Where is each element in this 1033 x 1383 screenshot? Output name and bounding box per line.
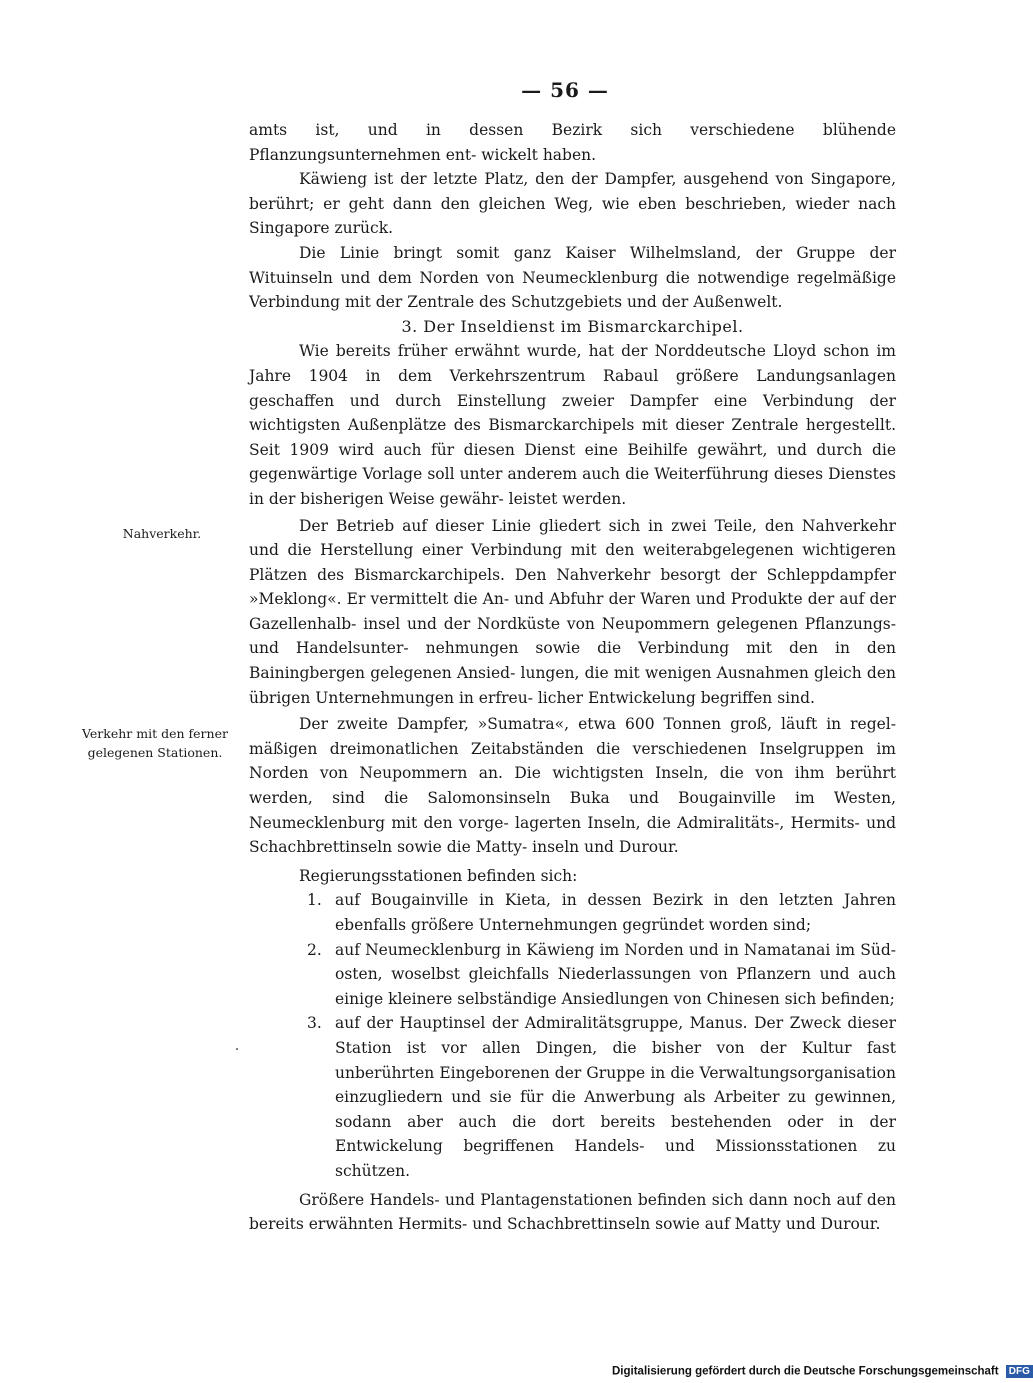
- list-item: [307, 888, 896, 937]
- list-item: [307, 938, 896, 1012]
- footer-credit: [612, 1365, 1030, 1379]
- list-number: 3.: [307, 1014, 322, 1033]
- paragraph: Die Linie bringt somit ganz Kaiser Wilhelmsland, der Gruppe der Wituinseln und dem Norden von Neumecklenburg die notwendige regelmäßige Verbindung mit der Zentrale des Schutzgebiets und der Außenwelt.: [249, 243, 896, 312]
- dfg-logo: DFG: [1006, 1365, 1033, 1378]
- margin-note-line: gelegenen Stationen.: [87, 745, 223, 760]
- list-item-text: auf der Hauptinsel der Admiralitätsgruppe, Manus. Der Zweck dieser Station ist vor allen Dingen, die bisher von der Kultur fast unberührten Eingeborenen der Gruppe in die Verwaltungsorganisation einzugliedern und sie für die Anwerbung als Arbeiter zu gewinnen, sodann aber auch die dort bereits bestehenden oder in der Entwickelung begriffenen Handels- und Missionsstationen zu schützen.: [335, 1014, 896, 1180]
- list-item: [307, 1011, 896, 1183]
- paragraph: Größere Handels- und Plantagenstationen befinden sich dann noch auf den bereits erwähnten Hermits- und Schachbrettinseln sowie auf Matty und Durour.: [249, 1190, 896, 1234]
- paragraph: Der Betrieb auf dieser Linie gliedert sich in zwei Teile, den Nahverkehr und die Herstellung einer Verbindung mit den weiterabgelegenen wichtigeren Plätzen des Bismarckarchipels. Den Nahverkehr besorgt der Schleppdampfer »Meklong«. Er vermittelt die An- und Abfuhr der Waren und Produkte der auf der Gazellenhalb- insel und der Nordküste von Neupommern gelegenen Pflanzungs- und Handelsunter- nehmungen sowie die Verbindung mit den in den Bainingbergen gelegenen Ansied- lungen, die mit wenigen Ausnahmen gleich den übrigen Unternehmungen in erfreu- licher Entwickelung begriffen sind.: [249, 516, 896, 707]
- station-list: [249, 888, 896, 1183]
- paragraph: Käwieng ist der letzte Platz, den der Dampfer, ausgehend von Singapore, berührt; er geht dann den gleichen Weg, wie eben beschrieben, wieder nach Singapore zurück.: [249, 170, 896, 238]
- footer-text: Digitalisierung gefördert durch die Deutsche Forschungsgemeinschaft: [612, 1365, 999, 1378]
- page-number: — 56 —: [521, 78, 609, 102]
- margin-note-line: Verkehr mit den ferner: [82, 726, 228, 741]
- list-number: 2.: [307, 940, 322, 959]
- margin-note-ferner-stationen: [70, 724, 240, 762]
- paragraph: Der zweite Dampfer, »Sumatra«, etwa 600 Tonnen groß, läuft in regel- mäßigen dreimonatlichen Zeitabständen die verschiedenen Inselgruppen im Norden von Neupommern an. Die wichtigsten Inseln, die von ihm berührt werden, sind die Salomonsinseln Buka und Bougainville im Westen, Neumecklenburg mit den vorge- lagerten Inseln, die Admiralitäts-, Hermits- und Schachbrettinseln sowie die Matty- inseln und Durour.: [249, 715, 896, 857]
- body-text: [249, 118, 896, 1237]
- list-number: 1.: [307, 891, 322, 910]
- list-item-text: auf Neumecklenburg in Käwieng im Norden und in Namatanai im Süd- osten, woselbst gleichfalls Niederlassungen von Pflanzern und auch einige kleinere selbständige Ansiedlungen von Chinesen sich befinden;: [335, 940, 896, 1008]
- speck-mark: [236, 1048, 238, 1050]
- margin-note-nahverkehr: Nahverkehr.: [122, 526, 202, 541]
- paragraph: amts ist, und in dessen Bezirk sich verschiedene blühende Pflanzungsunternehmen ent- wickelt haben.: [249, 121, 896, 164]
- paragraph: Wie bereits früher erwähnt wurde, hat der Norddeutsche Lloyd schon im Jahre 1904 in dem Verkehrszentrum Rabaul größere Landungsanlagen geschaffen und durch Einstellung zweier Dampfer eine Verbindung der wichtigsten Außenplätze des Bismarckarchipels mit dieser Zentrale hergestellt. Seit 1909 wird auch für diesen Dienst eine Beihilfe gewährt, und durch die gegenwärtige Vorlage soll unter anderem auch die Weiterführung dieses Dienstes in der bisherigen Weise gewähr- leistet werden.: [249, 342, 896, 508]
- section-heading: 3. Der Inseldienst im Bismarckarchipel.: [401, 316, 744, 336]
- paragraph: Regierungsstationen befinden sich:: [299, 866, 578, 885]
- list-item-text: auf Bougainville in Kieta, in dessen Bezirk in den letzten Jahren ebenfalls größere Unternehmungen gegründet worden sind;: [335, 891, 896, 934]
